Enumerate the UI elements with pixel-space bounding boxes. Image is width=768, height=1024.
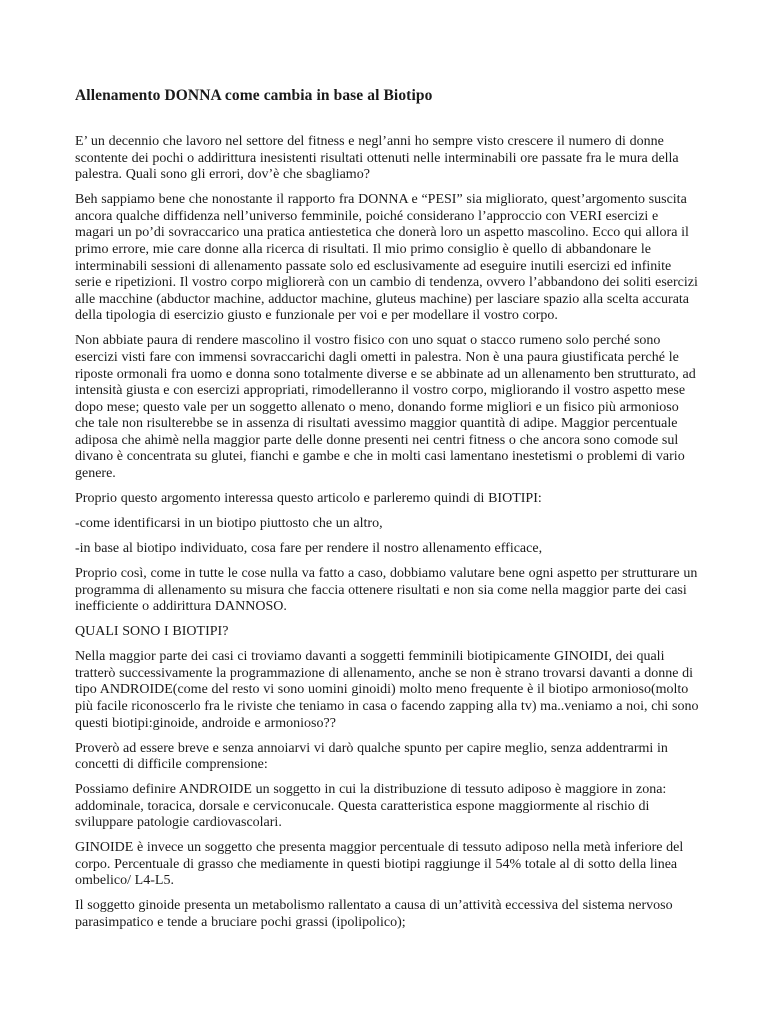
paragraph-proprio-cosi: Proprio così, come in tutte le cose nulla va fatto a caso, dobbiamo valutare bene ogni aspetto per strutturare un programma di allenamento su misura che faccia ottenere risultati e non sia come nella maggior parte dei casi inefficiente o addirittura DANNOSO. (75, 566, 698, 615)
document-page (75, 86, 700, 940)
paragraph-ginoidi: Nella maggior parte dei casi ci troviamo davanti a soggetti femminili biotipicamente GINOIDI, dei quali tratterò successivamente la programmazione di allenamento, anche se non è strano trovarsi davanti a donne di tipo ANDROIDE(come del resto vi sono uomini ginoidi) molto meno frequente è il biotipo armonioso(molto più facile riconoscerlo fra le riviste che teniamo in casa o facendo zapping alla tv) ma..veniamo a noi, chi sono questi biotipi:ginoide, androide e armonioso?? (75, 649, 699, 731)
list-item-training: -in base al biotipo individuato, cosa fare per rendere il nostro allenamento efficace, (75, 541, 543, 557)
paragraph-biotipi-intro: Proprio questo argomento interessa questo articolo e parleremo quindi di BIOTIPI: (75, 491, 542, 507)
paragraph-donna-pesi: Beh sappiamo bene che nonostante il rapporto fra DONNA e “PESI” sia migliorato, quest’argomento suscita ancora qualche diffidenza nell’universo femminile, poiché considerano l’approccio con VERI esercizi e magari un po’di sovraccarico una pratica antiestetica che donerà loro un aspetto mascolino. Ecco qui allora il primo errore, mie care donne alla ricerca di risultati. Il mio primo consiglio è quello di abbandonare le interminabili sessioni di allenamento passate solo ed esclusivamente ad eseguire inutili esercizi ed infinite serie e ripetizioni. Il vostro corpo migliorerà con un cambio di tendenza, ovvero l’abbandono dei soliti esercizi alle macchine (abductor machine, adductor machine, gluteus machine) per lasciare spazio alla scelta accurata della tipologia di esercizio giusto e funzionale per voi e per modellare il vostro corpo. (75, 192, 698, 324)
paragraph-squat: Non abbiate paura di rendere mascolino il vostro fisico con uno squat o stacco rumeno solo perché sono esercizi visti fare con immensi sovraccarichi dagli ometti in palestra. Non è una paura giustificata perché le riposte ormonali fra uomo e donna sono totalmente diverse e se abbinate ad un allenamento ben strutturato, ad intensità giusta e con esercizi appropriati, rimodelleranno il vostro corpo, migliorando il vostro aspetto mese dopo mese; questo vale per un soggetto allenato o meno, donando forme migliori e un fisico più armonioso che tale non risulterebbe se in assenza di risultati avessimo maggior quantità di adipe. Maggior percentuale adiposa che ahimè nella maggior parte delle donne presenti nei centri fitness o che ancora sono comode sul divano è concentrata su glutei, fianchi e gambe e che in molti casi lamentano inestetismi o problemi di vario genere. (75, 333, 696, 482)
section-heading-biotipi: QUALI SONO I BIOTIPI? (75, 624, 229, 640)
paragraph-metabolismo: Il soggetto ginoide presenta un metabolismo rallentato a causa di un’attività eccessiva del sistema nervoso parasimpatico e tende a bruciare pochi grassi (ipolipolico); (75, 898, 673, 931)
paragraph-androide: Possiamo definire ANDROIDE un soggetto in cui la distribuzione di tessuto adiposo è maggiore in zona: addominale, toracica, dorsale e cerviconucale. Questa caratteristica espone maggiormente al rischio di sviluppare patologie cardiovascolari. (75, 782, 667, 831)
paragraph-intro: E’ un decennio che lavoro nel settore del fitness e negl’anni ho sempre visto crescere il numero di donne scontente dei pochi o addirittura inesistenti risultati ottenuti nelle interminabili ore passate fra le mura della palestra. Quali sono gli errori, dov’è che sbagliamo? (75, 134, 679, 183)
paragraph-provero: Proverò ad essere breve e senza annoiarvi vi darò qualche spunto per capire meglio, senza addentrarmi in concetti di difficile comprensione: (75, 740, 668, 773)
list-item-identify: -come identificarsi in un biotipo piuttosto che un altro, (75, 516, 383, 532)
document-title: Allenamento DONNA come cambia in base al Biotipo (75, 87, 433, 104)
paragraph-ginoide: GINOIDE è invece un soggetto che presenta maggior percentuale di tessuto adiposo nella metà inferiore del corpo. Percentuale di grasso che mediamente in questi biotipi raggiunge il 54% totale al di sotto della linea ombelico/ L4-L5. (75, 840, 684, 889)
